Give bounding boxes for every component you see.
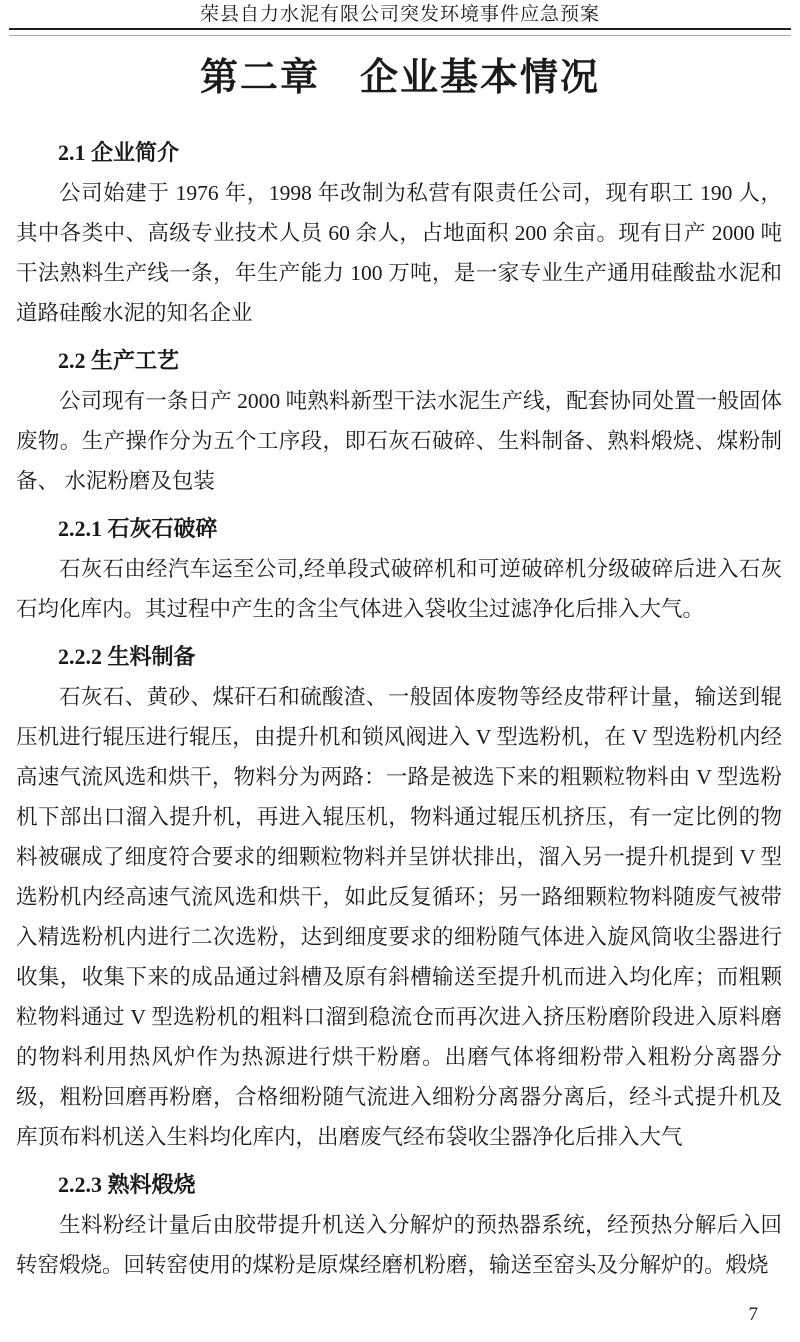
section-paragraph: 公司始建于 1976 年，1998 年改制为私营有限责任公司，现有职工 190 人，其中各类中、高级专业技术人员 60 余人，占地面积 200 余亩。现有日产 2000 吨干法熟料生产线一条，年生产能力 100 万吨，是一家专业生产通用硅酸盐水泥和道路硅酸水泥的知名企业 bbox=[16, 181, 782, 325]
section-2-2-1 bbox=[16, 509, 782, 629]
section-paragraph: 石灰石由经汽车运至公司,经单段式破碎机和可逆破碎机分级破碎后进入石灰石均化库内。其过程中产生的含尘气体进入袋收尘过滤净化后排入大气。 bbox=[16, 557, 782, 621]
section-heading-2-2-2: 2.2.2 生料制备 bbox=[58, 644, 196, 669]
running-header bbox=[9, 0, 791, 36]
section-paragraph: 公司现有一条日产 2000 吨熟料新型干法水泥生产线，配套协同处置一般固体废物。生产操作分为五个工序段，即石灰石破碎、生料制备、熟料煅烧、煤粉制备、 水泥粉磨及包装 bbox=[16, 389, 782, 493]
header-rule-thin bbox=[9, 35, 791, 36]
section-paragraph: 生料粉经计量后由胶带提升机送入分解炉的预热器系统，经预热分解后入回转窑煅烧。回转窑使用的煤粉是原煤经磨机粉磨，输送至窑头及分解炉的。煅烧 bbox=[16, 1213, 782, 1277]
running-header-title: 荣县自力水泥有限公司突发环境事件应急预案 bbox=[199, 4, 600, 25]
section-2-2-2 bbox=[16, 637, 782, 1157]
page-number: 7 bbox=[748, 1304, 758, 1325]
section-heading-2-2: 2.2 生产工艺 bbox=[58, 348, 180, 373]
document-content bbox=[0, 133, 800, 1285]
section-heading-2-2-1: 2.2.1 石灰石破碎 bbox=[58, 516, 218, 541]
chapter-title: 第二章 企业基本情况 bbox=[199, 57, 600, 99]
section-2-2-3 bbox=[16, 1165, 782, 1285]
section-2-1 bbox=[16, 133, 782, 333]
section-2-2 bbox=[16, 341, 782, 501]
section-heading-2-2-3: 2.2.3 熟料煅烧 bbox=[58, 1172, 196, 1197]
section-paragraph: 石灰石、黄砂、煤矸石和硫酸渣、一般固体废物等经皮带秤计量，输送到辊压机进行辊压进行辊压，由提升机和锁风阀进入 V 型选粉机，在 V 型选粉机内经高速气流风选和烘干，物料分为两路：一路是被选下来的粗颗粒物料由 V 型选粉机下部出口溜入提升机，再进入辊压机，物料通过辊压机挤压，有一定比例的物料被碾成了细度符合要求的细颗粒物料并呈饼状排出，溜入另一提升机提到 V 型选粉机内经高速气流风选和烘干，如此反复循环；另一路细颗粒物料随废气被带入精选粉机内进行二次选粉，达到细度要求的细粉随气体进入旋风筒收尘器进行收集，收集下来的成品通过斜槽及原有斜槽输送至提升机而进入均化库；而粗颗粒物料通过 V 型选粉机的粗料口溜到稳流仓而再次进入挤压粉磨阶段进入原料磨的物料利用热风炉作为热源进行烘干粉磨。出磨气体将细粉带入粗粉分离器分级，粗粉回磨再粉磨，合格细粉随气流进入细粉分离器分离后，经斗式提升机及库顶布料机送入生料均化库内，出磨废气经布袋收尘器净化后排入大气 bbox=[16, 685, 782, 1149]
section-heading-2-1: 2.1 企业简介 bbox=[58, 140, 180, 165]
header-rule-thick bbox=[9, 28, 791, 30]
